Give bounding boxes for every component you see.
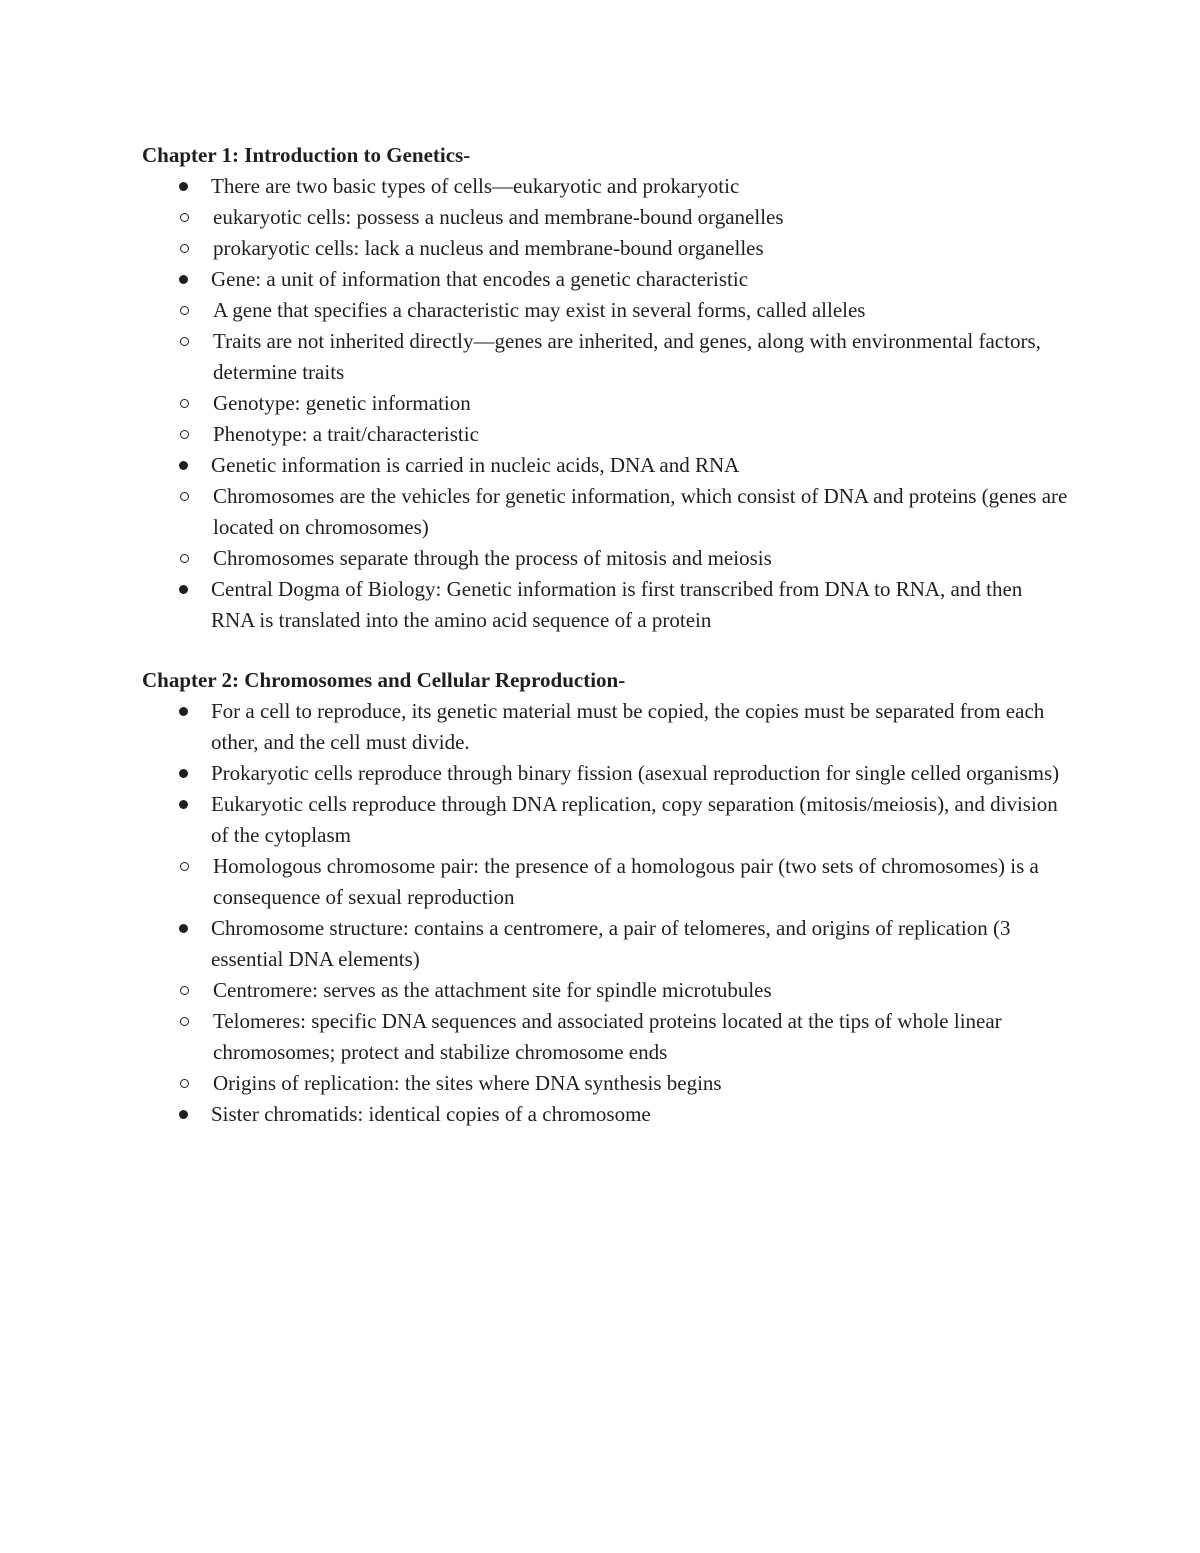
sub-bullet-item	[142, 326, 1070, 388]
hollow-bullet-icon	[180, 213, 189, 222]
sub-bullet-list	[73, 202, 1070, 264]
hollow-bullet-icon	[180, 862, 189, 871]
sub-bullet-item	[142, 419, 1070, 450]
sub-bullet-item	[142, 1006, 1070, 1068]
sub-bullet-item	[142, 295, 1070, 326]
bullet-text: Central Dogma of Biology: Genetic information is first transcribed from DNA to RNA, and then RNA is translated into the amino acid sequence of a protein	[211, 577, 1023, 632]
sub-bullet-text: A gene that specifies a characteristic may exist in several forms, called alleles	[213, 298, 866, 322]
bullet-text: Chromosome structure: contains a centromere, a pair of telomeres, and origins of replication (3 essential DNA elements)	[211, 916, 1011, 971]
bullet-list	[142, 171, 1070, 636]
filled-bullet-icon	[179, 707, 188, 716]
bullet-item	[142, 171, 1070, 202]
sub-bullet-item	[142, 481, 1070, 543]
chapter-heading: Chapter 1: Introduction to Genetics-	[142, 143, 471, 167]
bullet-item	[142, 450, 1070, 481]
filled-bullet-icon	[179, 461, 188, 470]
sub-bullet-text: Traits are not inherited directly—genes are inherited, and genes, along with environmental factors, determine traits	[213, 329, 1041, 384]
chapter-heading: Chapter 2: Chromosomes and Cellular Reproduction-	[142, 668, 626, 692]
sub-bullet-text: prokaryotic cells: lack a nucleus and membrane-bound organelles	[213, 236, 764, 260]
filled-bullet-icon	[179, 275, 188, 284]
filled-bullet-icon	[179, 769, 188, 778]
hollow-bullet-icon	[180, 244, 189, 253]
sub-bullet-text: Phenotype: a trait/characteristic	[213, 422, 479, 446]
bullet-list	[142, 696, 1070, 1130]
hollow-bullet-icon	[180, 1079, 189, 1088]
bullet-text: Prokaryotic cells reproduce through binary fission (asexual reproduction for single celled organisms)	[211, 761, 1060, 785]
sub-bullet-item	[142, 975, 1070, 1006]
bullet-text: For a cell to reproduce, its genetic material must be copied, the copies must be separated from each other, and the cell must divide.	[211, 699, 1045, 754]
sub-bullet-text: Chromosomes separate through the process of mitosis and meiosis	[213, 546, 772, 570]
filled-bullet-icon	[179, 800, 188, 809]
filled-bullet-icon	[179, 182, 188, 191]
sub-bullet-text: eukaryotic cells: possess a nucleus and membrane-bound organelles	[213, 205, 784, 229]
sub-bullet-item	[142, 543, 1070, 574]
sub-bullet-list	[73, 975, 1070, 1099]
bullet-item	[142, 264, 1070, 295]
bullet-item	[142, 696, 1070, 758]
bullet-text: Sister chromatids: identical copies of a chromosome	[211, 1102, 651, 1126]
filled-bullet-icon	[179, 585, 188, 594]
chapter-section	[142, 665, 1070, 1130]
bullet-text: Genetic information is carried in nucleic acids, DNA and RNA	[211, 453, 740, 477]
sub-bullet-text: Centromere: serves as the attachment site for spindle microtubules	[213, 978, 772, 1002]
bullet-text: Eukaryotic cells reproduce through DNA replication, copy separation (mitosis/meiosis), and division of the cytoplasm	[211, 792, 1058, 847]
bullet-item	[142, 913, 1070, 975]
sub-bullet-list	[73, 851, 1070, 913]
hollow-bullet-icon	[180, 986, 189, 995]
bullet-text: Gene: a unit of information that encodes a genetic characteristic	[211, 267, 749, 291]
sub-bullet-text: Homologous chromosome pair: the presence of a homologous pair (two sets of chromosomes) is a consequence of sexual reproduction	[213, 854, 1039, 909]
filled-bullet-icon	[179, 924, 188, 933]
sub-bullet-text: Genotype: genetic information	[213, 391, 471, 415]
hollow-bullet-icon	[180, 337, 189, 346]
hollow-bullet-icon	[180, 492, 189, 501]
bullet-item	[142, 574, 1070, 636]
bullet-text: There are two basic types of cells—eukaryotic and prokaryotic	[211, 174, 740, 198]
sub-bullet-text: Chromosomes are the vehicles for genetic information, which consist of DNA and proteins (genes are located on chromosomes)	[213, 484, 1068, 539]
sub-bullet-list	[73, 481, 1070, 574]
sub-bullet-item	[142, 233, 1070, 264]
sub-bullet-item	[142, 1068, 1070, 1099]
sub-bullet-text: Telomeres: specific DNA sequences and associated proteins located at the tips of whole linear chromosomes; protect and stabilize chromosome ends	[213, 1009, 1002, 1064]
sub-bullet-text: Origins of replication: the sites where DNA synthesis begins	[213, 1071, 722, 1095]
sub-bullet-item	[142, 202, 1070, 233]
hollow-bullet-icon	[180, 1017, 189, 1026]
sub-bullet-item	[142, 851, 1070, 913]
bullet-item	[142, 1099, 1070, 1130]
sub-bullet-list	[73, 295, 1070, 450]
sub-bullet-item	[142, 388, 1070, 419]
filled-bullet-icon	[179, 1110, 188, 1119]
bullet-item	[142, 758, 1070, 789]
hollow-bullet-icon	[180, 399, 189, 408]
hollow-bullet-icon	[180, 430, 189, 439]
hollow-bullet-icon	[180, 306, 189, 315]
chapter-section	[142, 140, 1070, 636]
bullet-item	[142, 789, 1070, 851]
hollow-bullet-icon	[180, 554, 189, 563]
